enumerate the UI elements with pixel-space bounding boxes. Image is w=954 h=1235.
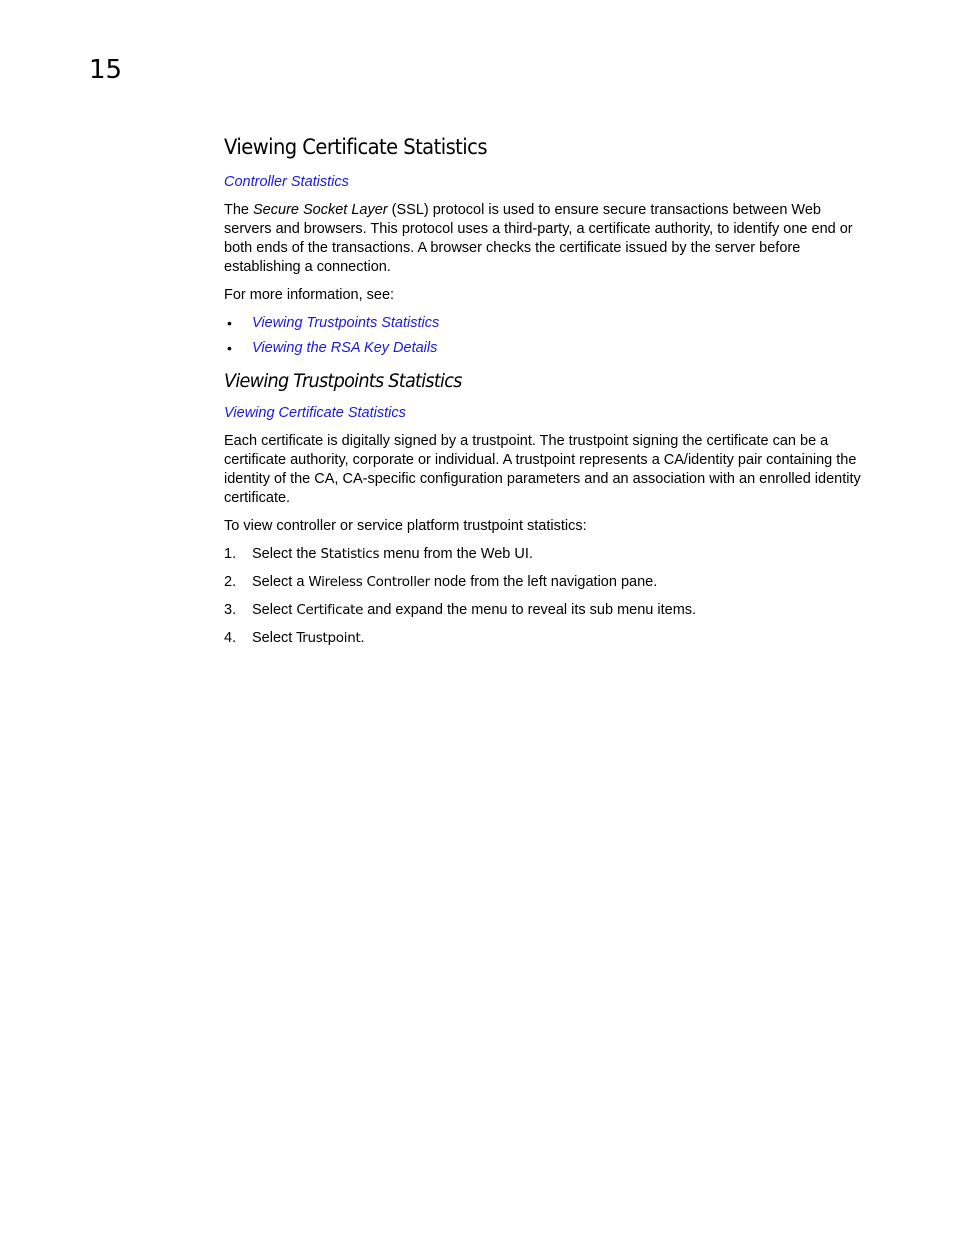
list-item [224,545,872,573]
list-item [224,601,872,629]
section-title-certificate-statistics: Viewing Certificate Statistics [224,135,487,159]
step-number: 1. [224,546,237,562]
bullet-icon: • [227,315,232,331]
chapter-number: 15 [89,55,123,85]
ssl-term: Secure Socket Layer [253,202,388,218]
trustpoint-description-paragraph: Each certificate is digitally signed by a trustpoint. The trustpoint signing the certificate can be a certificate authority, corporate or individual. A trustpoint represents a CA/identity pair containing the identity of the CA, CA-specific configuration parameters and an association with an enrolled identity certificate. [224,433,861,506]
ssl-intro-paragraph [224,201,872,277]
see-also-label: For more information, see: [224,287,395,303]
step-text-after: node from the left navigation pane. [429,574,658,590]
steps-intro: To view controller or service platform trustpoint statistics: [224,518,587,534]
step-text-before: Select [252,630,297,646]
ui-term-trustpoint: Trustpoint [296,630,361,646]
step-number: 4. [224,630,237,646]
procedure-steps [224,545,872,657]
step-text-after: and expand the menu to reveal its sub menu items. [363,602,697,618]
bullet-icon: • [227,340,232,356]
page-content [224,130,872,657]
breadcrumb-link-certificate-statistics[interactable]: Viewing Certificate Statistics [224,405,406,421]
link-trustpoints-statistics[interactable]: Viewing Trustpoints Statistics [252,315,440,331]
step-text-after: menu from the Web UI. [379,546,533,562]
list-item [224,629,872,657]
step-number: 2. [224,574,237,590]
see-also-list [224,314,872,364]
ui-term-certificate: Certificate [296,602,364,618]
ui-term-statistics: Statistics [320,546,380,562]
list-item [224,573,872,601]
step-text-before: Select the [252,546,321,562]
ui-term-wireless-controller: Wireless Controller [308,574,430,590]
step-number: 3. [224,602,237,618]
ssl-intro-after: (SSL) protocol is used to ensure secure transactions between Web servers and browsers. This protocol uses a third-party, a certificate authority, to identify one end or both ends of the transactions. A browser checks the certificate issued by the server before establishing a connection. [224,202,853,275]
breadcrumb-link-controller-statistics[interactable]: Controller Statistics [224,174,349,190]
step-text-before: Select [252,602,297,618]
step-text-before: Select a [252,574,309,590]
link-rsa-key-details[interactable]: Viewing the RSA Key Details [252,340,438,356]
step-text-after: . [360,630,365,646]
list-item [224,339,872,364]
ssl-intro-before: The [224,202,254,218]
section-title-trustpoints-statistics: Viewing Trustpoints Statistics [224,370,462,392]
list-item [224,314,872,339]
